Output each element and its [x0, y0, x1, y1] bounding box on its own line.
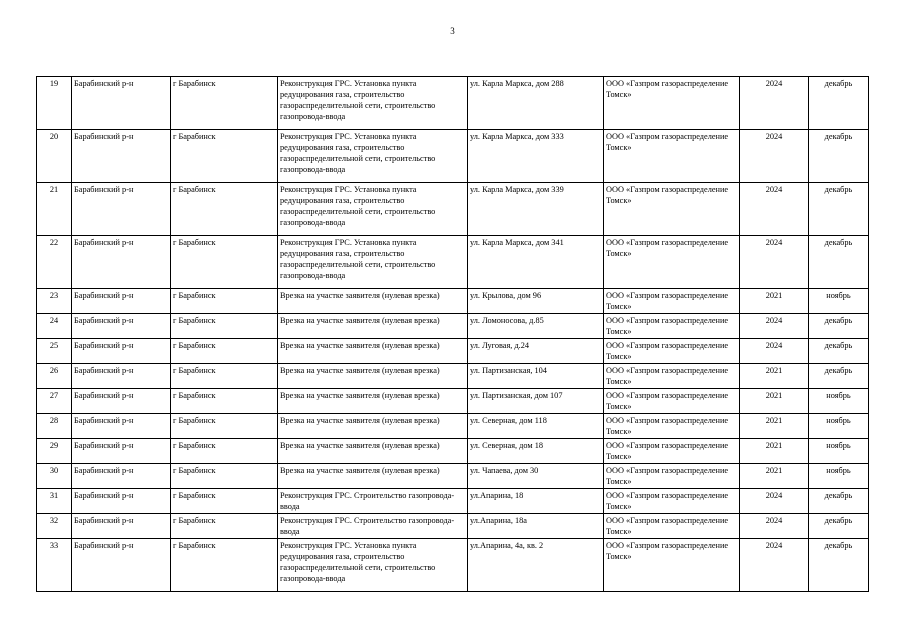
locality-cell: г Барабинск — [171, 236, 278, 289]
locality-cell: г Барабинск — [171, 489, 278, 514]
year-cell: 2024 — [740, 339, 809, 364]
address-cell: ул. Партизанская, 104 — [468, 364, 604, 389]
year-cell: 2021 — [740, 439, 809, 464]
organization-cell: ООО «Газпром газораспределение Томск» — [604, 514, 740, 539]
table-row — [37, 77, 869, 130]
address-cell: ул.Апарина, 18 — [468, 489, 604, 514]
organization-cell: ООО «Газпром газораспределение Томск» — [604, 539, 740, 592]
work-description-cell: Реконструкция ГРС. Строительство газопровода-ввода — [278, 514, 468, 539]
work-description-cell: Врезка на участке заявителя (нулевая врезка) — [278, 439, 468, 464]
work-description-cell: Реконструкция ГРС. Установка пункта редуцирования газа, строительство газораспределительной сети, строительство газопровода-ввода — [278, 236, 468, 289]
row-number-cell: 32 — [37, 514, 72, 539]
month-cell: декабрь — [809, 236, 869, 289]
organization-cell: ООО «Газпром газораспределение Томск» — [604, 464, 740, 489]
gasification-table — [36, 76, 869, 592]
address-cell: ул. Луговая, д.24 — [468, 339, 604, 364]
year-cell: 2024 — [740, 489, 809, 514]
year-cell: 2024 — [740, 77, 809, 130]
organization-cell: ООО «Газпром газораспределение Томск» — [604, 130, 740, 183]
table-row — [37, 539, 869, 592]
table-row — [37, 130, 869, 183]
row-number-cell: 21 — [37, 183, 72, 236]
address-cell: ул. Карла Маркса, дом 333 — [468, 130, 604, 183]
locality-cell: г Барабинск — [171, 314, 278, 339]
row-number-cell: 24 — [37, 314, 72, 339]
table-row — [37, 514, 869, 539]
year-cell: 2021 — [740, 389, 809, 414]
address-cell: ул. Карла Маркса, дом 339 — [468, 183, 604, 236]
district-cell: Барабинский р-н — [72, 77, 171, 130]
district-cell: Барабинский р-н — [72, 130, 171, 183]
year-cell: 2021 — [740, 364, 809, 389]
year-cell: 2024 — [740, 539, 809, 592]
month-cell: ноябрь — [809, 414, 869, 439]
work-description-cell: Врезка на участке заявителя (нулевая врезка) — [278, 339, 468, 364]
district-cell: Барабинский р-н — [72, 514, 171, 539]
row-number-cell: 19 — [37, 77, 72, 130]
locality-cell: г Барабинск — [171, 539, 278, 592]
month-cell: декабрь — [809, 183, 869, 236]
table-body — [37, 77, 869, 592]
month-cell: декабрь — [809, 339, 869, 364]
work-description-cell: Врезка на участке заявителя (нулевая врезка) — [278, 464, 468, 489]
work-description-cell: Врезка на участке заявителя (нулевая врезка) — [278, 289, 468, 314]
month-cell: декабрь — [809, 314, 869, 339]
district-cell: Барабинский р-н — [72, 364, 171, 389]
work-description-cell: Врезка на участке заявителя (нулевая врезка) — [278, 414, 468, 439]
organization-cell: ООО «Газпром газораспределение Томск» — [604, 289, 740, 314]
address-cell: ул. Карла Маркса, дом 288 — [468, 77, 604, 130]
organization-cell: ООО «Газпром газораспределение Томск» — [604, 389, 740, 414]
year-cell: 2024 — [740, 183, 809, 236]
locality-cell: г Барабинск — [171, 389, 278, 414]
work-description-cell: Врезка на участке заявителя (нулевая врезка) — [278, 364, 468, 389]
organization-cell: ООО «Газпром газораспределение Томск» — [604, 339, 740, 364]
district-cell: Барабинский р-н — [72, 289, 171, 314]
organization-cell: ООО «Газпром газораспределение Томск» — [604, 77, 740, 130]
table-row — [37, 439, 869, 464]
row-number-cell: 20 — [37, 130, 72, 183]
table-row — [37, 389, 869, 414]
locality-cell: г Барабинск — [171, 364, 278, 389]
address-cell: ул. Чапаева, дом 30 — [468, 464, 604, 489]
address-cell: ул.Апарина, 18а — [468, 514, 604, 539]
locality-cell: г Барабинск — [171, 439, 278, 464]
organization-cell: ООО «Газпром газораспределение Томск» — [604, 183, 740, 236]
organization-cell: ООО «Газпром газораспределение Томск» — [604, 364, 740, 389]
month-cell: ноябрь — [809, 439, 869, 464]
row-number-cell: 25 — [37, 339, 72, 364]
year-cell: 2024 — [740, 236, 809, 289]
organization-cell: ООО «Газпром газораспределение Томск» — [604, 439, 740, 464]
work-description-cell: Врезка на участке заявителя (нулевая врезка) — [278, 389, 468, 414]
month-cell: ноябрь — [809, 289, 869, 314]
district-cell: Барабинский р-н — [72, 236, 171, 289]
address-cell: ул. Крылова, дом 96 — [468, 289, 604, 314]
table-row — [37, 289, 869, 314]
row-number-cell: 33 — [37, 539, 72, 592]
address-cell: ул. Партизанская, дом 107 — [468, 389, 604, 414]
address-cell: ул. Карла Маркса, дом 341 — [468, 236, 604, 289]
month-cell: декабрь — [809, 364, 869, 389]
locality-cell: г Барабинск — [171, 339, 278, 364]
district-cell: Барабинский р-н — [72, 314, 171, 339]
district-cell: Барабинский р-н — [72, 439, 171, 464]
organization-cell: ООО «Газпром газораспределение Томск» — [604, 236, 740, 289]
year-cell: 2024 — [740, 314, 809, 339]
year-cell: 2021 — [740, 464, 809, 489]
work-description-cell: Реконструкция ГРС. Установка пункта редуцирования газа, строительство газораспределительной сети, строительство газопровода-ввода — [278, 183, 468, 236]
table-row — [37, 414, 869, 439]
address-cell: ул. Северная, дом 18 — [468, 439, 604, 464]
month-cell: декабрь — [809, 539, 869, 592]
locality-cell: г Барабинск — [171, 289, 278, 314]
organization-cell: ООО «Газпром газораспределение Томск» — [604, 314, 740, 339]
row-number-cell: 31 — [37, 489, 72, 514]
locality-cell: г Барабинск — [171, 464, 278, 489]
district-cell: Барабинский р-н — [72, 464, 171, 489]
year-cell: 2021 — [740, 289, 809, 314]
locality-cell: г Барабинск — [171, 514, 278, 539]
month-cell: декабрь — [809, 130, 869, 183]
district-cell: Барабинский р-н — [72, 339, 171, 364]
district-cell: Барабинский р-н — [72, 389, 171, 414]
address-cell: ул. Ломоносова, д.85 — [468, 314, 604, 339]
work-description-cell: Реконструкция ГРС. Установка пункта редуцирования газа, строительство газораспределительной сети, строительство газопровода-ввода — [278, 539, 468, 592]
work-description-cell: Врезка на участке заявителя (нулевая врезка) — [278, 314, 468, 339]
row-number-cell: 30 — [37, 464, 72, 489]
month-cell: декабрь — [809, 77, 869, 130]
work-description-cell: Реконструкция ГРС. Строительство газопровода-ввода — [278, 489, 468, 514]
organization-cell: ООО «Газпром газораспределение Томск» — [604, 414, 740, 439]
locality-cell: г Барабинск — [171, 77, 278, 130]
table-row — [37, 339, 869, 364]
month-cell: декабрь — [809, 514, 869, 539]
month-cell: ноябрь — [809, 389, 869, 414]
year-cell: 2024 — [740, 514, 809, 539]
locality-cell: г Барабинск — [171, 414, 278, 439]
table-row — [37, 364, 869, 389]
district-cell: Барабинский р-н — [72, 414, 171, 439]
table-row — [37, 183, 869, 236]
row-number-cell: 29 — [37, 439, 72, 464]
row-number-cell: 22 — [37, 236, 72, 289]
address-cell: ул.Апарина, 4а, кв. 2 — [468, 539, 604, 592]
district-cell: Барабинский р-н — [72, 539, 171, 592]
locality-cell: г Барабинск — [171, 130, 278, 183]
table-row — [37, 464, 869, 489]
row-number-cell: 23 — [37, 289, 72, 314]
district-cell: Барабинский р-н — [72, 183, 171, 236]
locality-cell: г Барабинск — [171, 183, 278, 236]
table-row — [37, 236, 869, 289]
address-cell: ул. Северная, дом 118 — [468, 414, 604, 439]
work-description-cell: Реконструкция ГРС. Установка пункта редуцирования газа, строительство газораспределительной сети, строительство газопровода-ввода — [278, 77, 468, 130]
district-cell: Барабинский р-н — [72, 489, 171, 514]
year-cell: 2021 — [740, 414, 809, 439]
work-description-cell: Реконструкция ГРС. Установка пункта редуцирования газа, строительство газораспределительной сети, строительство газопровода-ввода — [278, 130, 468, 183]
month-cell: ноябрь — [809, 464, 869, 489]
row-number-cell: 27 — [37, 389, 72, 414]
row-number-cell: 28 — [37, 414, 72, 439]
page-number: 3 — [450, 26, 455, 36]
year-cell: 2024 — [740, 130, 809, 183]
table-row — [37, 489, 869, 514]
row-number-cell: 26 — [37, 364, 72, 389]
table-row — [37, 314, 869, 339]
organization-cell: ООО «Газпром газораспределение Томск» — [604, 489, 740, 514]
month-cell: декабрь — [809, 489, 869, 514]
